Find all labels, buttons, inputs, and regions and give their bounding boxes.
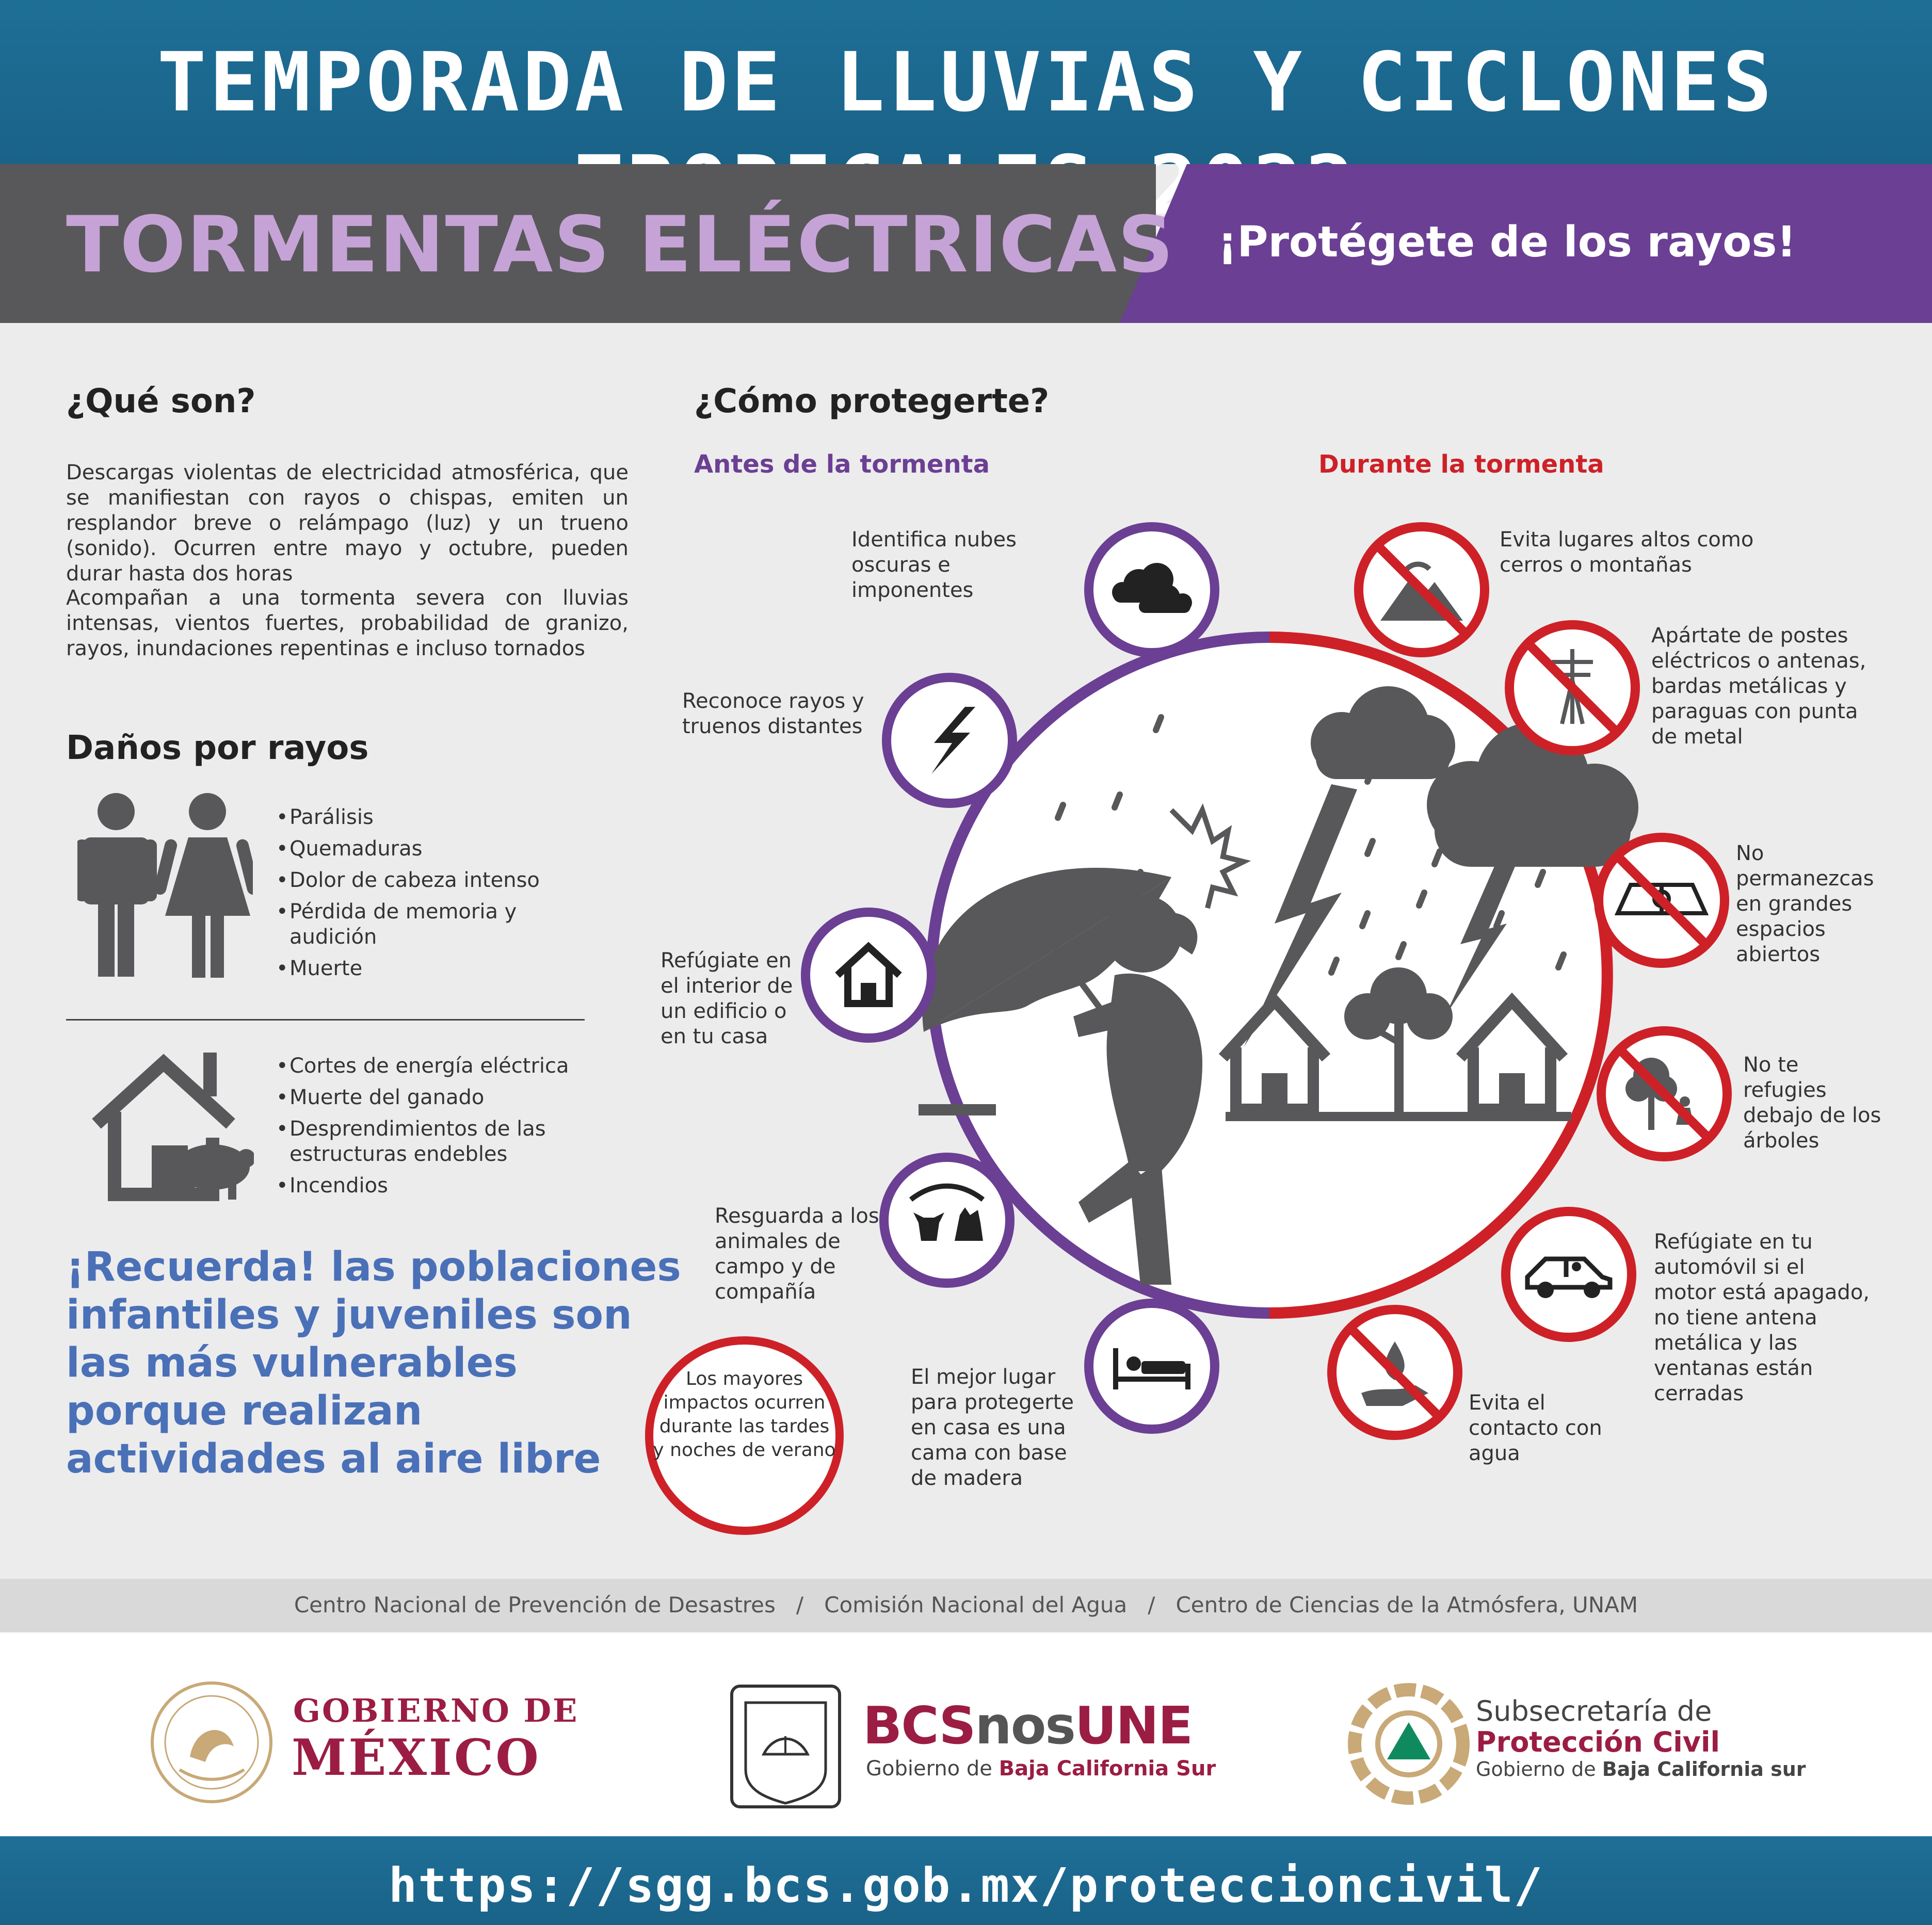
list-item: • Quemaduras bbox=[276, 836, 596, 862]
house-pig-icon bbox=[89, 1047, 254, 1202]
sources-credits: Centro Nacional de Prevención de Desastres / Comisión Nacional del Agua / Centro de Ciencias de la Atmósfera, UNAM bbox=[294, 1592, 1638, 1617]
list-item: • Dolor de cabeza intenso bbox=[276, 868, 596, 893]
bed-icon bbox=[1082, 1297, 1221, 1436]
bcs-nos-une-logo: BCSnosUNE bbox=[863, 1695, 1193, 1756]
impact-callout-text: Los mayores impactos ocurren durante las tardes y noches de verano bbox=[653, 1368, 836, 1461]
no-power-pole-icon bbox=[1503, 618, 1642, 757]
que-son-paragraph-2: Acompañan a una tormenta severa con lluvias intensas, vientos fuertes, probabilidad de granizo, rayos, inundaciones repentinas e incluso tornados bbox=[66, 586, 629, 660]
animals-icon bbox=[877, 1151, 1017, 1290]
tip-antes-4: Resguarda a los animales de campo y de compañía bbox=[715, 1204, 879, 1304]
website-link[interactable]: https://sgg.bcs.gob.mx/proteccioncivil/ bbox=[388, 1858, 1544, 1913]
tip-antes-3: Refúgiate en el interior de un edificio o en tu casa bbox=[661, 949, 793, 1048]
car-icon bbox=[1499, 1205, 1638, 1344]
no-water-icon bbox=[1325, 1303, 1464, 1442]
tip-durante-5: Refúgiate en tu automóvil si el motor está apagado, no tiene antena metálica y las ventanas están cerradas bbox=[1654, 1230, 1870, 1405]
tip-antes-5: El mejor lugar para protegerte en casa es una cama con base de madera bbox=[911, 1365, 1074, 1490]
danos-heading: Daños por rayos bbox=[66, 729, 369, 767]
no-mountains-icon bbox=[1352, 520, 1491, 659]
gobierno-mexico-line1: GOBIERNO DE bbox=[293, 1692, 579, 1729]
list-item: • Parálisis bbox=[276, 805, 596, 830]
season-title: TEMPORADA DE LLUVIAS Y CICLONES bbox=[157, 35, 1775, 130]
durante-label: Durante la tormenta bbox=[1318, 450, 1604, 479]
pc-line1: Subsecretaría de bbox=[1476, 1695, 1712, 1727]
bcs-shield-logo bbox=[728, 1682, 844, 1811]
reminder-callout: ¡Recuerda! las poblaciones infantiles y juveniles son las más vulnerables porque realizan actividades al aire libre bbox=[66, 1244, 681, 1482]
house-icon bbox=[799, 905, 938, 1045]
que-son-heading: ¿Qué son? bbox=[66, 382, 256, 420]
list-item: • Incendios bbox=[276, 1173, 596, 1199]
section-divider bbox=[66, 1019, 585, 1021]
no-open-field-icon bbox=[1592, 831, 1731, 970]
gobierno-mexico-line2: MÉXICO bbox=[292, 1728, 541, 1787]
list-item: • Desprendimientos de las estructuras endebles bbox=[276, 1117, 596, 1167]
tip-durante-6: Evita el contacto con agua bbox=[1469, 1391, 1602, 1465]
list-item: • Pérdida de memoria y audición bbox=[276, 899, 596, 950]
dark-clouds-icon bbox=[1082, 520, 1221, 659]
people-damage-list bbox=[276, 805, 596, 981]
page-title: TORMENTAS ELÉCTRICAS bbox=[66, 200, 1175, 290]
tip-antes-2: Reconoce rayos y truenos distantes bbox=[682, 689, 864, 738]
pc-line2: Protección Civil bbox=[1476, 1726, 1720, 1758]
tip-durante-3: No permanezcas en grandes espacios abiertos bbox=[1736, 842, 1874, 966]
proteccion-civil-logo bbox=[1347, 1682, 1471, 1806]
list-item: • Cortes de energía eléctrica bbox=[276, 1054, 596, 1079]
tip-durante-2: Apártate de postes eléctricos o antenas, bardas metálicas y paraguas con punta de metal bbox=[1651, 624, 1866, 749]
list-item: • Muerte bbox=[276, 956, 596, 981]
mexico-seal-logo bbox=[149, 1679, 275, 1806]
lightning-icon bbox=[880, 671, 1019, 810]
que-son-paragraph-1: Descargas violentas de electricidad atmosférica, que se manifiestan con rayos o chispas, emiten un resplandor breve o relámpago (luz) y un trueno (sonido). Ocurren entre mayo y octubre, pueden durar hasta dos horas bbox=[66, 461, 629, 586]
list-item: • Muerte del ganado bbox=[276, 1085, 596, 1110]
page-subtitle: ¡Protégete de los rayos! bbox=[1218, 218, 1796, 267]
tip-durante-1: Evita lugares altos como cerros o montañas bbox=[1500, 528, 1754, 577]
bcs-gobierno-line: Gobierno de Baja California Sur bbox=[866, 1757, 1216, 1781]
antes-label: Antes de la tormenta bbox=[694, 450, 990, 479]
property-damage-list bbox=[276, 1054, 596, 1199]
tip-durante-4: No te refugies debajo de los árboles bbox=[1743, 1053, 1881, 1153]
people-icon bbox=[77, 792, 253, 978]
no-tree-shelter-icon bbox=[1595, 1024, 1734, 1163]
tip-antes-1: Identifica nubes oscuras e imponentes bbox=[851, 528, 1017, 602]
como-heading: ¿Cómo protegerte? bbox=[694, 382, 1050, 420]
pc-line3: Gobierno de Baja California sur bbox=[1476, 1758, 1806, 1781]
